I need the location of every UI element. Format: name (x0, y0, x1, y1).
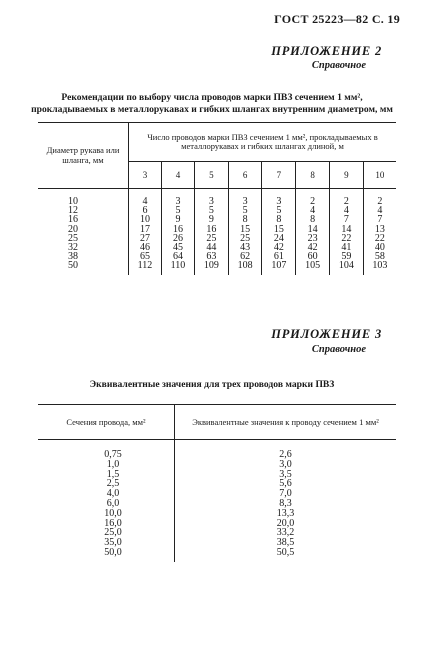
section-cell: 2,5 (106, 478, 120, 490)
section-column-header: Сечения провода, мм² (38, 405, 175, 440)
wire-count-cell: 2 (296, 189, 330, 207)
wire-count-cell: 22 (329, 234, 363, 243)
wire-count-cell: 7 (329, 215, 363, 224)
wire-count-cell: 41 (329, 243, 363, 252)
equivalent-value-cell: 38,5 (175, 538, 397, 548)
wire-count-cell: 40 (363, 243, 396, 252)
wire-count-cell: 9 (194, 215, 228, 224)
table-row (38, 538, 396, 548)
appendix-2-reference-note: Справочное (311, 60, 366, 71)
wire-count-cell: 7 (363, 215, 396, 224)
equivalent-value-cell: 33,2 (175, 528, 397, 538)
length-header: 6 (228, 162, 262, 189)
section-cell: 0,75 (104, 449, 122, 460)
wire-count-cell: 109 (194, 261, 228, 274)
wire-count-table (38, 122, 396, 275)
wire-count-cell: 25 (194, 234, 228, 243)
wire-count-cell: 42 (262, 243, 296, 252)
wire-count-cell: 4 (363, 206, 396, 215)
section-cell: 50,0 (104, 546, 122, 558)
diameter-cell: 25 (68, 232, 78, 244)
section-cell: 4,0 (106, 488, 120, 500)
wire-count-cell: 65 (129, 252, 162, 261)
wire-count-cell: 22 (363, 234, 396, 243)
section-cell: 25,0 (104, 527, 122, 539)
table-row (38, 470, 396, 480)
wire-count-cell: 46 (129, 243, 162, 252)
wire-count-cell: 45 (161, 243, 194, 252)
wire-count-cell: 5 (228, 206, 262, 215)
wire-count-cell: 15 (228, 225, 262, 234)
equivalent-value-cell: 2,6 (175, 440, 397, 460)
wire-count-cell: 4 (129, 189, 162, 207)
section-cell: 1,0 (106, 458, 120, 470)
wire-count-cell: 23 (296, 234, 330, 243)
length-header: 9 (329, 162, 363, 189)
wire-count-cell: 5 (161, 206, 194, 215)
wire-count-cell: 43 (228, 243, 262, 252)
wire-count-cell: 2 (363, 189, 396, 207)
table-row (38, 528, 396, 538)
appendix-2-title-line-1: Рекомендации по выбору числа проводов марки ПВЗ сечением 1 мм², (61, 92, 363, 103)
appendix-3-label: ПРИЛОЖЕНИЕ 3 (271, 327, 382, 341)
wire-count-cell: 27 (129, 234, 162, 243)
length-header: 7 (262, 162, 296, 189)
wire-count-cell: 63 (194, 252, 228, 261)
wire-count-cell: 8 (262, 215, 296, 224)
wire-count-cell: 3 (228, 189, 262, 207)
wire-count-cell: 24 (262, 234, 296, 243)
page-header: ГОСТ 25223—82 С. 19 (274, 12, 400, 26)
table-row (38, 548, 396, 562)
length-header: 4 (161, 162, 194, 189)
wire-count-cell: 108 (228, 261, 262, 274)
wire-count-cell: 44 (194, 243, 228, 252)
appendix-2-label: ПРИЛОЖЕНИЕ 2 (271, 44, 382, 58)
wire-count-cell: 62 (228, 252, 262, 261)
equivalent-value-cell: 20,0 (175, 519, 397, 529)
equivalent-value-cell: 7,0 (175, 489, 397, 499)
table-row (38, 489, 396, 499)
section-cell: 10,0 (104, 507, 122, 519)
wire-count-cell: 59 (329, 252, 363, 261)
wire-count-cell: 15 (262, 225, 296, 234)
wire-count-cell: 60 (296, 252, 330, 261)
wire-count-cell: 9 (161, 215, 194, 224)
table-row (38, 189, 396, 207)
diameter-cell: 38 (68, 251, 78, 263)
wire-count-cell: 4 (296, 206, 330, 215)
wire-count-cell: 103 (363, 261, 396, 274)
wire-count-cell: 110 (161, 261, 194, 274)
diameter-cell: 12 (68, 205, 78, 217)
table-row (38, 460, 396, 470)
equivalent-value-cell: 3,5 (175, 470, 397, 480)
diameter-cell: 16 (68, 214, 78, 226)
table-row (38, 519, 396, 529)
wire-count-cell: 112 (129, 261, 162, 274)
section-cell: 6,0 (106, 497, 120, 509)
equivalent-value-cell: 50,5 (175, 548, 397, 562)
wire-count-cell: 104 (329, 261, 363, 274)
wire-count-cell: 61 (262, 252, 296, 261)
wire-count-cell: 13 (363, 225, 396, 234)
section-cell: 35,0 (104, 537, 122, 549)
table-row (38, 261, 396, 274)
diameter-cell: 32 (68, 242, 78, 254)
wire-count-cell: 16 (161, 225, 194, 234)
wire-count-cell: 14 (296, 225, 330, 234)
wire-count-cell: 2 (329, 189, 363, 207)
table-row (38, 206, 396, 215)
wire-count-cell: 42 (296, 243, 330, 252)
diameter-cell: 20 (68, 223, 78, 235)
wire-count-cell: 3 (262, 189, 296, 207)
wire-count-cell: 6 (129, 206, 162, 215)
wire-count-cell: 14 (329, 225, 363, 234)
equivalent-value-cell: 13,3 (175, 509, 397, 519)
equivalent-value-cell: 3,0 (175, 460, 397, 470)
section-cell: 16,0 (104, 517, 122, 529)
wire-count-cell: 26 (161, 234, 194, 243)
appendix-2-title-line-2: прокладываемых в металлорукавах и гибких шлангах внутренним диаметром, мм (31, 104, 393, 115)
wire-count-cell: 16 (194, 225, 228, 234)
table-row (38, 479, 396, 489)
length-header: 8 (296, 162, 330, 189)
appendix-2-title (20, 92, 404, 116)
wire-count-cell: 10 (129, 215, 162, 224)
diameter-column-header: Диаметр рукава или шланга, мм (38, 123, 129, 189)
section-cell: 1,5 (106, 468, 120, 480)
wire-count-cell: 105 (296, 261, 330, 274)
wire-count-cell: 64 (161, 252, 194, 261)
wire-count-cell: 5 (194, 206, 228, 215)
wire-count-cell: 8 (228, 215, 262, 224)
diameter-cell: 10 (68, 196, 78, 207)
diameter-cell: 50 (68, 260, 78, 272)
wire-count-cell: 17 (129, 225, 162, 234)
table-row (38, 499, 396, 509)
table-row (38, 440, 396, 460)
length-header: 10 (363, 162, 396, 189)
wire-count-cell: 3 (194, 189, 228, 207)
table-row (38, 509, 396, 519)
length-header: 3 (129, 162, 162, 189)
wire-count-cell: 107 (262, 261, 296, 274)
equivalent-value-cell: 8,3 (175, 499, 397, 509)
wire-count-cell: 25 (228, 234, 262, 243)
wire-count-cell: 4 (329, 206, 363, 215)
equivalent-values-table (38, 404, 396, 562)
length-header: 5 (194, 162, 228, 189)
equivalent-column-header: Эквивалентные значения к проводу сечением 1 мм² (175, 405, 397, 440)
equivalent-value-cell: 5,6 (175, 479, 397, 489)
wire-count-cell: 5 (262, 206, 296, 215)
wire-count-cell: 58 (363, 252, 396, 261)
wire-count-cell: 8 (296, 215, 330, 224)
appendix-3-title: Эквивалентные значения для трех проводов марки ПВЗ (89, 379, 335, 390)
wire-count-group-header: Число проводов марки ПВЗ сечением 1 мм², прокладываемых в металлорукавах и гибких шлангах длиной, м (129, 123, 397, 162)
appendix-3-reference-note: Справочное (311, 344, 366, 355)
wire-count-cell: 3 (161, 189, 194, 207)
